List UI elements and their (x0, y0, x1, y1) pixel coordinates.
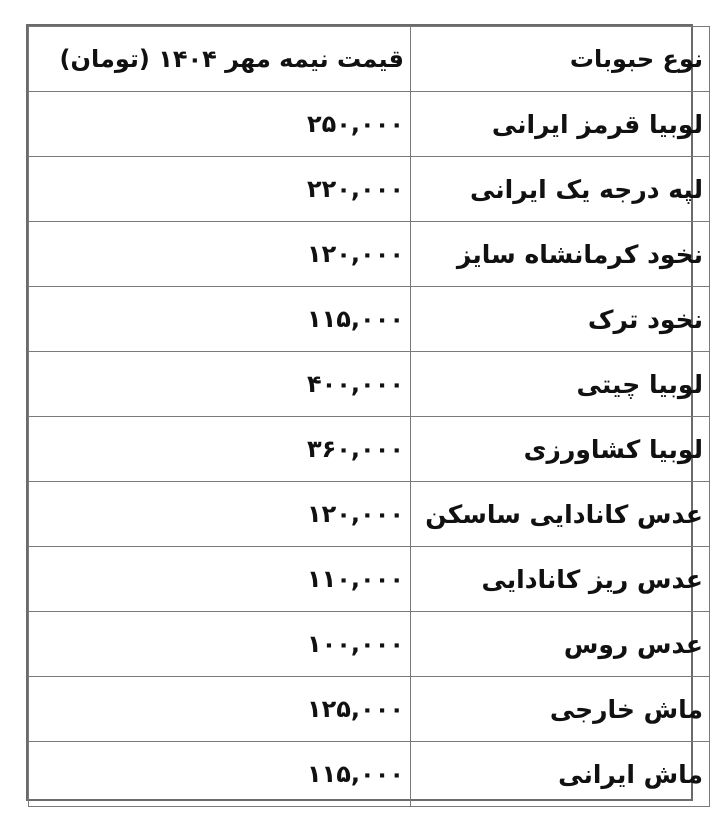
price-cell: ۱۱۵,۰۰۰ (29, 742, 411, 807)
legume-name-cell: نخود ترک (411, 287, 710, 352)
price-cell: ۱۰۰,۰۰۰ (29, 612, 411, 677)
table-row (29, 742, 710, 807)
legume-price-table (28, 26, 710, 807)
price-cell: ۴۰۰,۰۰۰ (29, 352, 411, 417)
price-cell: ۱۱۰,۰۰۰ (29, 547, 411, 612)
price-cell: ۱۲۰,۰۰۰ (29, 222, 411, 287)
legume-name-cell: عدس روس (411, 612, 710, 677)
table-row (29, 677, 710, 742)
price-cell: ۱۲۰,۰۰۰ (29, 482, 411, 547)
price-cell: ۱۱۵,۰۰۰ (29, 287, 411, 352)
table-row (29, 157, 710, 222)
table-row (29, 547, 710, 612)
table-row (29, 287, 710, 352)
legume-name-cell: لوبیا کشاورزی (411, 417, 710, 482)
table-row (29, 92, 710, 157)
table-row (29, 222, 710, 287)
legume-name-cell: ماش ایرانی (411, 742, 710, 807)
legume-name-cell: عدس ریز کانادایی (411, 547, 710, 612)
table-row (29, 612, 710, 677)
table-header-row (29, 27, 710, 92)
legume-name-cell: لوبیا قرمز ایرانی (411, 92, 710, 157)
table-row (29, 417, 710, 482)
legume-name-cell: ماش خارجی (411, 677, 710, 742)
header-price: قیمت نیمه مهر ۱۴۰۴ (تومان) (29, 27, 411, 92)
legume-name-cell: لوبیا چیتی (411, 352, 710, 417)
price-cell: ۳۶۰,۰۰۰ (29, 417, 411, 482)
price-cell: ۲۲۰,۰۰۰ (29, 157, 411, 222)
table-row (29, 352, 710, 417)
legume-name-cell: لپه درجه یک ایرانی (411, 157, 710, 222)
legume-name-cell: نخود کرمانشاه سایز (411, 222, 710, 287)
legume-name-cell: عدس کانادایی ساسکن (411, 482, 710, 547)
table-row (29, 482, 710, 547)
price-table-frame (26, 24, 703, 801)
price-cell: ۱۲۵,۰۰۰ (29, 677, 411, 742)
header-legume-type: نوع حبوبات (411, 27, 710, 92)
price-cell: ۲۵۰,۰۰۰ (29, 92, 411, 157)
